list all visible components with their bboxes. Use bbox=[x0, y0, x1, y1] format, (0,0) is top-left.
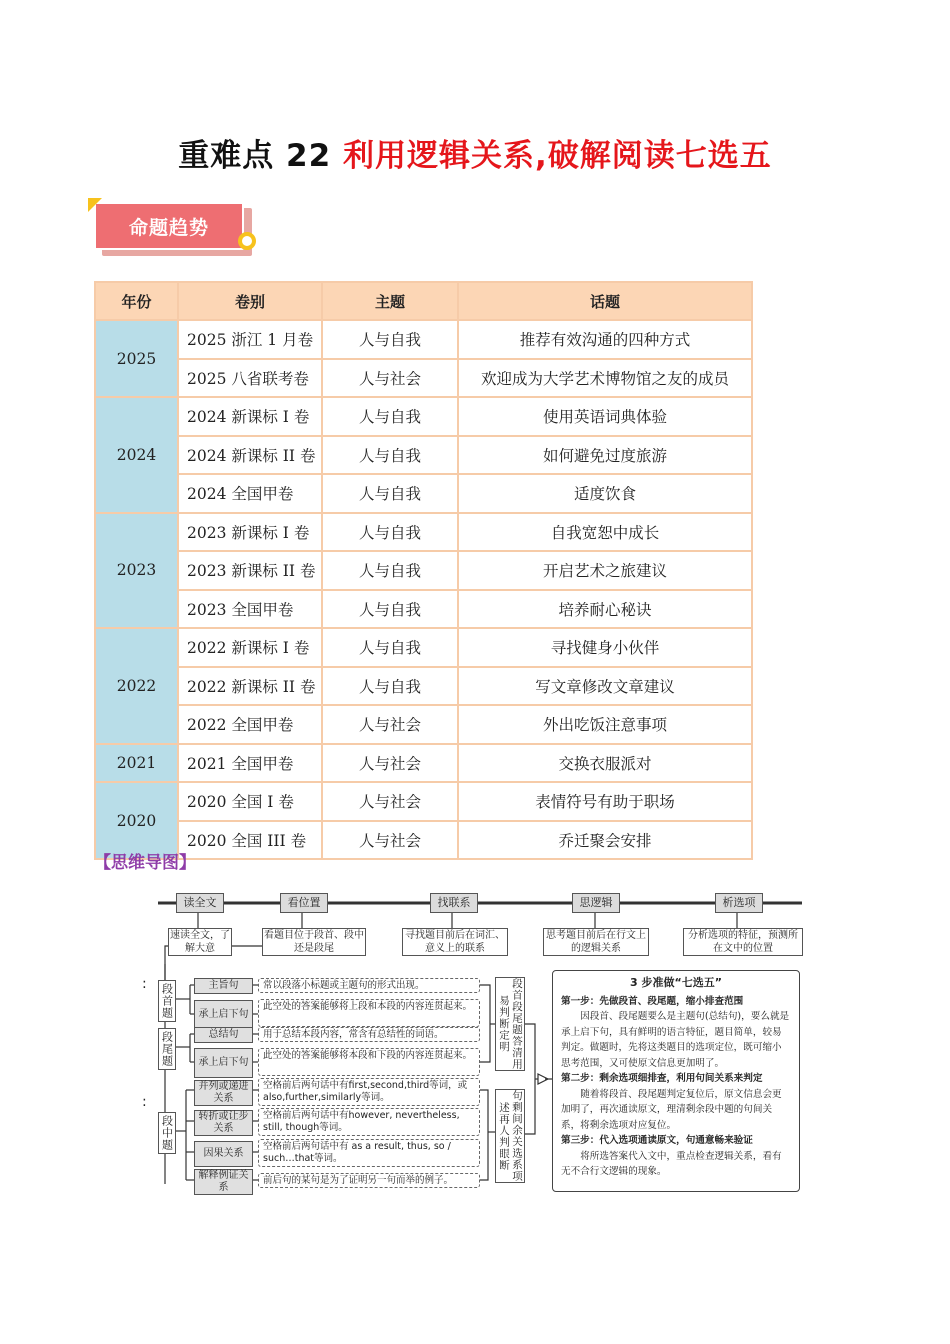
theme-cell: 人与社会 bbox=[322, 821, 458, 860]
year-cell: 2020 bbox=[95, 782, 178, 859]
theme-cell: 人与自我 bbox=[322, 513, 458, 552]
colon-mark-2: : bbox=[142, 1094, 147, 1110]
table-row bbox=[95, 628, 752, 667]
item-label: 总结句 bbox=[194, 1027, 253, 1043]
year-cell: 2022 bbox=[95, 628, 178, 744]
step-3-head: 第三步：代入选项通读原文，句通意畅来验证 bbox=[561, 1135, 753, 1146]
topic-cell: 写文章修改文章建议 bbox=[458, 667, 752, 706]
topic-cell: 如何避免过度旅游 bbox=[458, 436, 752, 475]
topic-cell: 开启艺术之旅建议 bbox=[458, 551, 752, 590]
paper-cell: 2023 新课标 I 卷 bbox=[178, 513, 322, 552]
theme-cell: 人与社会 bbox=[322, 744, 458, 783]
three-steps-title: 3 步准做“七选五” bbox=[630, 976, 722, 989]
item-desc: 此空处的答案能够将本段和下段的内容连贯起来。 bbox=[258, 1048, 480, 1076]
step-desc-options: 分析选项的特征，预测所在文中的位置 bbox=[683, 928, 803, 956]
step-3-body: 将所选答案代入文中，重点检查逻辑关系，看有无不合行文逻辑的现象。 bbox=[561, 1150, 782, 1177]
paper-cell: 2022 新课标 II 卷 bbox=[178, 667, 322, 706]
paper-cell: 2024 新课标 I 卷 bbox=[178, 397, 322, 436]
paper-cell: 2020 全国 I 卷 bbox=[178, 782, 322, 821]
topic-cell: 培养耐心秘诀 bbox=[458, 590, 752, 629]
item-desc: 用于总结本段内容，常含有总结性的词语。 bbox=[258, 1027, 480, 1042]
item-label: 因果关系 bbox=[194, 1141, 253, 1167]
side-note-middle: 句剩间余关选系项述再人判眼断 bbox=[495, 1089, 525, 1183]
position-last: 段尾题 bbox=[158, 1028, 176, 1070]
topic-cell: 自我宽恕中成长 bbox=[458, 513, 752, 552]
title-main: 利用逻辑关系,破解阅读七选五 bbox=[342, 138, 772, 174]
paper-cell: 2022 全国甲卷 bbox=[178, 705, 322, 744]
paper-cell: 2020 全国 III 卷 bbox=[178, 821, 322, 860]
topic-cell: 欢迎成为大学艺术博物馆之友的成员 bbox=[458, 359, 752, 398]
theme-cell: 人与自我 bbox=[322, 320, 458, 359]
step-desc-link: 寻找题目前后在词汇、意义上的联系 bbox=[402, 928, 508, 956]
column-header: 卷别 bbox=[178, 282, 322, 320]
theme-cell: 人与自我 bbox=[322, 628, 458, 667]
item-desc: 空格前后两句话中有first,second,third等词，或also,further,similarly等词。 bbox=[258, 1078, 480, 1106]
paper-cell: 2024 新课标 II 卷 bbox=[178, 436, 322, 475]
paper-cell: 2023 全国甲卷 bbox=[178, 590, 322, 629]
item-label: 承上启下句 bbox=[194, 1000, 253, 1030]
position-first: 段首题 bbox=[158, 980, 176, 1022]
table-header-row bbox=[95, 282, 752, 320]
column-header: 话题 bbox=[458, 282, 752, 320]
column-header: 主题 bbox=[322, 282, 458, 320]
table-row bbox=[95, 667, 752, 706]
theme-cell: 人与自我 bbox=[322, 397, 458, 436]
topic-cell: 推荐有效沟通的四种方式 bbox=[458, 320, 752, 359]
table-row bbox=[95, 320, 752, 359]
paper-cell: 2024 全国甲卷 bbox=[178, 474, 322, 513]
topic-cell: 乔迁聚会安排 bbox=[458, 821, 752, 860]
step-1-head: 第一步：先做段首、段尾题，缩小排查范围 bbox=[561, 995, 744, 1007]
table-row bbox=[95, 744, 752, 783]
paper-cell: 2021 全国甲卷 bbox=[178, 744, 322, 783]
theme-cell: 人与自我 bbox=[322, 667, 458, 706]
theme-cell: 人与自我 bbox=[322, 590, 458, 629]
year-cell: 2023 bbox=[95, 513, 178, 629]
item-desc: 空格前后两句话中有 as a result, thus, so / such…that等词。 bbox=[258, 1139, 480, 1167]
trend-table bbox=[94, 281, 753, 860]
table-row bbox=[95, 705, 752, 744]
colon-mark-1: : bbox=[142, 976, 147, 992]
topic-cell: 表情符号有助于职场 bbox=[458, 782, 752, 821]
page-title bbox=[0, 130, 950, 175]
item-label: 并列或递进关系 bbox=[194, 1080, 253, 1106]
table-row bbox=[95, 359, 752, 398]
badge-label: 命题趋势 bbox=[94, 202, 244, 250]
step-desc-position: 看题目位于段首、段中还是段尾 bbox=[264, 930, 364, 954]
item-label: 转折或让步关系 bbox=[194, 1110, 253, 1136]
paper-cell: 2023 新课标 II 卷 bbox=[178, 551, 322, 590]
item-label: 承上启下句 bbox=[194, 1048, 253, 1078]
topic-cell: 寻找健身小伙伴 bbox=[458, 628, 752, 667]
position-middle: 段中题 bbox=[158, 1112, 176, 1154]
theme-cell: 人与社会 bbox=[322, 705, 458, 744]
item-label: 解释例证关系 bbox=[194, 1169, 253, 1195]
theme-cell: 人与自我 bbox=[322, 474, 458, 513]
year-cell: 2024 bbox=[95, 397, 178, 513]
topic-cell: 适度饮食 bbox=[458, 474, 752, 513]
mindmap-diagram bbox=[140, 884, 810, 1204]
topic-cell: 使用英语词典体验 bbox=[458, 397, 752, 436]
topic-cell: 外出吃饭注意事项 bbox=[458, 705, 752, 744]
table-row bbox=[95, 590, 752, 629]
step-2-head: 第二步：剩余选项细排查，利用句间关系来判定 bbox=[561, 1073, 763, 1084]
table-row bbox=[95, 436, 752, 475]
three-steps-box bbox=[552, 970, 800, 1192]
step-head-logic: 思逻辑 bbox=[572, 893, 620, 913]
item-desc: 空格前后两句话中有however, nevertheless, still, though等词。 bbox=[258, 1108, 480, 1136]
side-note-first-last: 段首段尾题答清用易判断定明 bbox=[495, 977, 525, 1071]
step-desc-logic: 思考题目前后在行文上的逻辑关系 bbox=[543, 928, 649, 956]
step-head-position: 看位置 bbox=[280, 893, 328, 913]
step-head-read: 读全文 bbox=[176, 893, 224, 913]
item-desc: 常以段落小标题或主题句的形式出现。 bbox=[258, 978, 480, 993]
year-cell: 2025 bbox=[95, 320, 178, 397]
theme-cell: 人与社会 bbox=[322, 782, 458, 821]
step-head-link: 找联系 bbox=[430, 893, 478, 913]
badge-ring-icon bbox=[238, 232, 256, 250]
paper-cell: 2025 浙江 1 月卷 bbox=[178, 320, 322, 359]
mindmap-label: 【思维导图】 bbox=[94, 853, 196, 873]
step-desc-read: 速读全文，了解大意 bbox=[170, 930, 230, 954]
paper-cell: 2025 八省联考卷 bbox=[178, 359, 322, 398]
table-row bbox=[95, 474, 752, 513]
step-1-body: 因段首、段尾题要么是主题句(总结句)，要么就是承上启下句，具有鲜明的语言特征，题目简单，较易判定。做题时，先将这类题目的选项定位，既可缩小思考范围，又可使原文信息更加明了。 bbox=[561, 1011, 790, 1069]
table-row bbox=[95, 513, 752, 552]
year-cell: 2021 bbox=[95, 744, 178, 783]
item-desc: 此空处的答案能够将上段和本段的内容连贯起来。 bbox=[258, 999, 480, 1027]
item-label: 主旨句 bbox=[194, 978, 253, 994]
step-2-body: 随着将段首、段尾题判定复位后，原文信息会更加明了，再次通读原文，理清剩余段中题的句间关系，将剩余选项对应复位。 bbox=[561, 1088, 782, 1131]
paper-cell: 2022 新课标 I 卷 bbox=[178, 628, 322, 667]
theme-cell: 人与自我 bbox=[322, 551, 458, 590]
table-row bbox=[95, 782, 752, 821]
item-desc: 前后句的某句是为了证明另一句而举的例子。 bbox=[258, 1173, 480, 1188]
section-badge bbox=[92, 198, 268, 264]
theme-cell: 人与自我 bbox=[322, 436, 458, 475]
topic-cell: 交换衣服派对 bbox=[458, 744, 752, 783]
badge-corner-icon bbox=[88, 198, 102, 212]
table-row bbox=[95, 397, 752, 436]
title-prefix: 重难点 22 bbox=[178, 138, 332, 174]
step-head-options: 析选项 bbox=[715, 893, 763, 913]
theme-cell: 人与社会 bbox=[322, 359, 458, 398]
table-row bbox=[95, 551, 752, 590]
column-header: 年份 bbox=[95, 282, 178, 320]
